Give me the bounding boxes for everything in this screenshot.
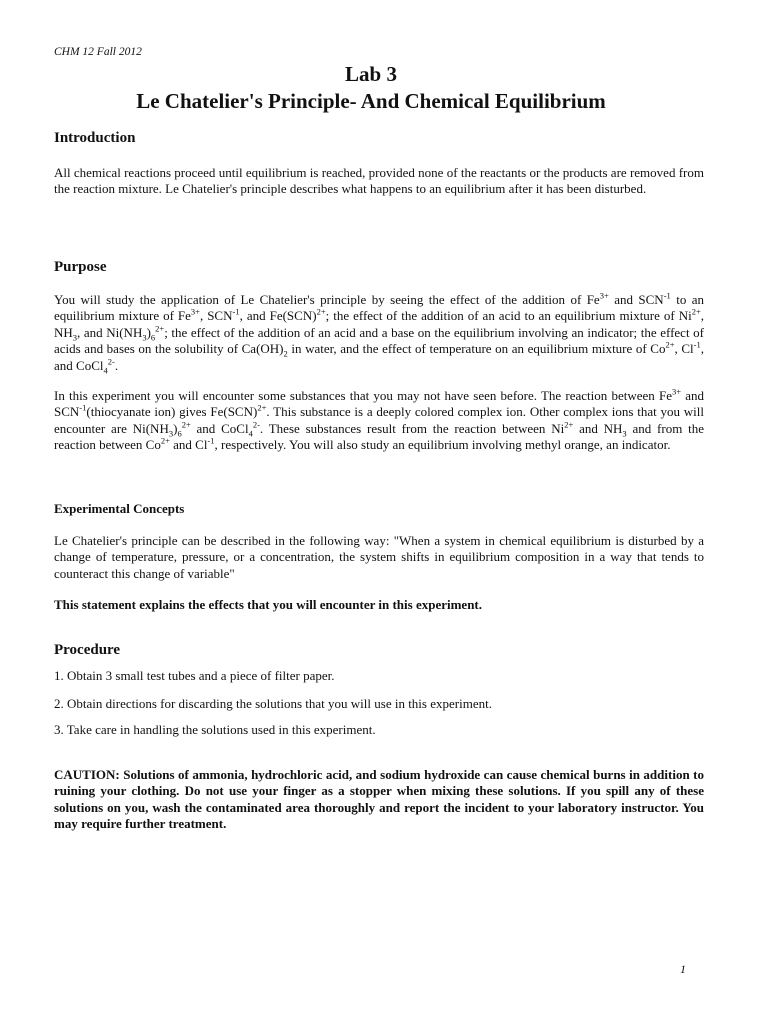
procedure-step-2: 2. Obtain directions for discarding the solutions that you will use in this experiment. [54,696,492,711]
procedure-step-3: 3. Take care in handling the solutions used in this experiment. [54,722,376,737]
lab-number-title: Lab 3 [345,62,397,86]
concepts-bold-statement: This statement explains the effects that you will encounter in this experiment. [54,597,483,612]
course-header: CHM 12 Fall 2012 [54,46,142,58]
caution-statement: CAUTION: Solutions of ammonia, hydrochloric acid, and sodium hydroxide can cause chemical burns in addition to ruining your clothing. Do not use your finger as a stopper when mixing these solutions. If you spill any of these solutions on you, wash the contaminated area thoroughly and report the incident to your laboratory instructor. You may require further treatment. [54,767,704,832]
page-number: 1 [680,962,686,976]
purpose-paragraph-1: You will study the application of Le Chatelier's principle by seeing the effect of the addition of $Fe^{3+}$ and $SCN^{-1}$ to an equilibrium mixture of $Fe^{3+}$, $SCN^{-1}$, and Fe(SCN)$^{2+}$; the effect of the addition of an acid to an equilibrium mixture of $Ni^{2+}$, $NH_3$, and $Ni(NH_3)_6^{2+}$; the effect of the addition of an acid and a base on the equilibrium involving an indicator; the effect of acids and bases on the solubility of $Ca(OH)_2$ in water, and the effect of temperature on an equilibrium mixture of $Co^{2+}$, $Cl^{-1}$, and CoCl$_4^{2-}$. [54,290,705,376]
lab-title: Le Chatelier's Principle- And Chemical Equilibrium [136,89,606,113]
procedure-step-1: 1. Obtain 3 small test tubes and a piece of filter paper. [54,668,335,683]
purpose-heading: Purpose [54,259,107,275]
procedure-heading: Procedure [54,642,121,658]
purpose-paragraph-2: In this experiment you will encounter some substances that you may not have seen before. The reaction between $Fe^{3+}$ and $SCN^{-1}(thiocyanate$ ion) gives Fe(SCN)$^{2+}$. This substance is a deeply colored complex ion. Other complex ions that you will encounter are $Ni(NH_3)_6^{2+}$ and CoCl$_4^{2-}$. These substances result from the reaction between $Ni^{2+}$ and $NH_3$ and from the reaction between $Co^{2+}$ and $Cl^{-1}$, respectively. You will also study an equilibrium involving methyl orange, an indicator. [54,386,705,453]
introduction-heading: Introduction [54,130,136,146]
introduction-text: All chemical reactions proceed until equilibrium is reached, provided none of the reactants or the products are removed from the reaction mixture. Le Chatelier's principle describes what happens to an equilibrium after it has been disturbed. [54,165,704,197]
experimental-concepts-heading: Experimental Concepts [54,501,185,516]
concepts-text: Le Chatelier's principle can be described in the following way: "When a system in chemical equilibrium is disturbed by a change of temperature, pressure, or a concentration, the system shifts in equilibrium composition in a way that tends to counteract this change of variable" [54,533,704,581]
